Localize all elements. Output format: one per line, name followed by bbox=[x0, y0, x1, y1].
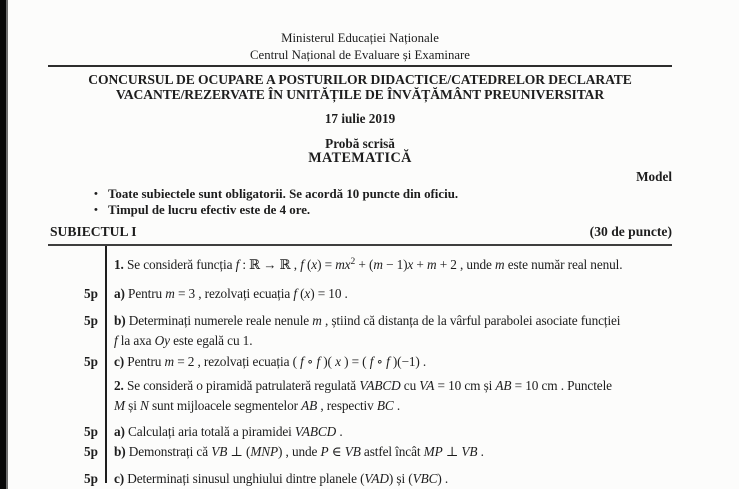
problem-text bbox=[105, 422, 343, 442]
problem-row bbox=[48, 352, 672, 372]
exam-title bbox=[48, 72, 672, 104]
instruction-item bbox=[48, 187, 672, 203]
instruction-text: Toate subiectele sunt obligatorii. Se acordă 10 puncte din oficiu. bbox=[108, 187, 459, 202]
bullet-icon: • bbox=[94, 203, 98, 216]
problem-line: a) Calculați aria totală a piramidei VABCD . bbox=[114, 424, 343, 439]
problem-text bbox=[105, 311, 620, 351]
problem-line: b) Determinați numerele reale nenule m , știind că distanța de la vârful parabolei asociate funcției bbox=[114, 313, 621, 328]
problem-row bbox=[48, 422, 672, 442]
instruction-text: Timpul de lucru efectiv este de 4 ore. bbox=[108, 202, 311, 217]
exam-title-line1: CONCURSUL DE OCUPARE A POSTURILOR DIDACTICE/CATEDRELOR DECLARATE bbox=[88, 71, 632, 87]
instructions-list bbox=[48, 187, 672, 219]
exam-subject: MATEMATICĂ bbox=[308, 150, 412, 167]
problem-line: 2. Se consideră o piramidă patrulateră regulată VABCD cu VA = 10 cm și AB = 10 cm . Punctele bbox=[114, 378, 612, 393]
problem-row bbox=[48, 376, 672, 416]
problem-line: c) Determinați sinusul unghiului dintre planele (VAD) și (VBC) . bbox=[114, 471, 449, 486]
model-label: Model bbox=[636, 169, 672, 185]
section-title: SUBIECTUL I bbox=[50, 223, 137, 239]
document-content bbox=[48, 0, 672, 489]
scan-edge-bar bbox=[0, 0, 8, 489]
points-column-divider bbox=[105, 246, 107, 483]
problem-text bbox=[105, 284, 348, 304]
org-header bbox=[48, 30, 672, 63]
center-name: Centrul Național de Evaluare și Examinare bbox=[250, 47, 470, 62]
section-points: (30 de puncte) bbox=[589, 223, 672, 239]
exam-date: 17 iulie 2019 bbox=[324, 111, 396, 127]
points-marker bbox=[48, 376, 105, 416]
header-divider-rule bbox=[48, 65, 672, 67]
points-marker: 5p bbox=[84, 444, 98, 459]
problem-line: a) Pentru m = 3 , rezolvați ecuația f (x) = 10 . bbox=[114, 286, 348, 301]
problem-row bbox=[48, 442, 672, 462]
problem-row bbox=[48, 284, 672, 304]
problem-row bbox=[48, 252, 672, 275]
section-header-row bbox=[48, 223, 672, 240]
points-marker: 5p bbox=[84, 354, 98, 369]
problem-line: 1. Se consideră funcția f : ℝ → ℝ , f $(x) = mx^2 + (m - 1)x + m + 2$ , unde m este număr real nenul. bbox=[114, 257, 623, 272]
points-marker bbox=[48, 252, 105, 275]
points-marker: 5p bbox=[84, 286, 98, 301]
problem-row bbox=[48, 469, 672, 489]
problem-text bbox=[105, 442, 484, 462]
exam-type: Probă scrisă bbox=[325, 136, 395, 152]
problems-table-rows bbox=[48, 252, 672, 489]
problem-row bbox=[48, 311, 672, 351]
instruction-item bbox=[48, 203, 672, 219]
problem-line: c) Pentru m = 2 , rezolvați ecuația ( f ∘ f )( x ) = ( f ∘ f )(−1) . bbox=[114, 354, 427, 369]
problem-text bbox=[105, 352, 426, 372]
points-marker: 5p bbox=[84, 471, 98, 486]
problem-line: M și N sunt mijloacele segmentelor AB , respectiv BC . bbox=[114, 398, 401, 413]
problems-table bbox=[48, 246, 672, 489]
bullet-icon: • bbox=[94, 188, 98, 201]
points-marker: 5p bbox=[84, 424, 98, 439]
exam-title-line2: VACANTE/REZERVATE ÎN UNITĂȚILE DE ÎNVĂȚĂMÂNT PREUNIVERSITAR bbox=[115, 87, 605, 103]
points-marker: 5p bbox=[84, 313, 98, 328]
problem-line: f la axa Oy este egală cu 1. bbox=[114, 333, 253, 348]
problem-text bbox=[105, 469, 448, 489]
ministry-name: Ministerul Educației Naționale bbox=[281, 31, 439, 45]
problem-text bbox=[105, 252, 622, 275]
problem-line: b) Demonstrați că VB ⊥ (MNP) , unde P ∈ VB astfel încât MP ⊥ VB . bbox=[114, 444, 484, 459]
problem-text bbox=[105, 376, 612, 416]
